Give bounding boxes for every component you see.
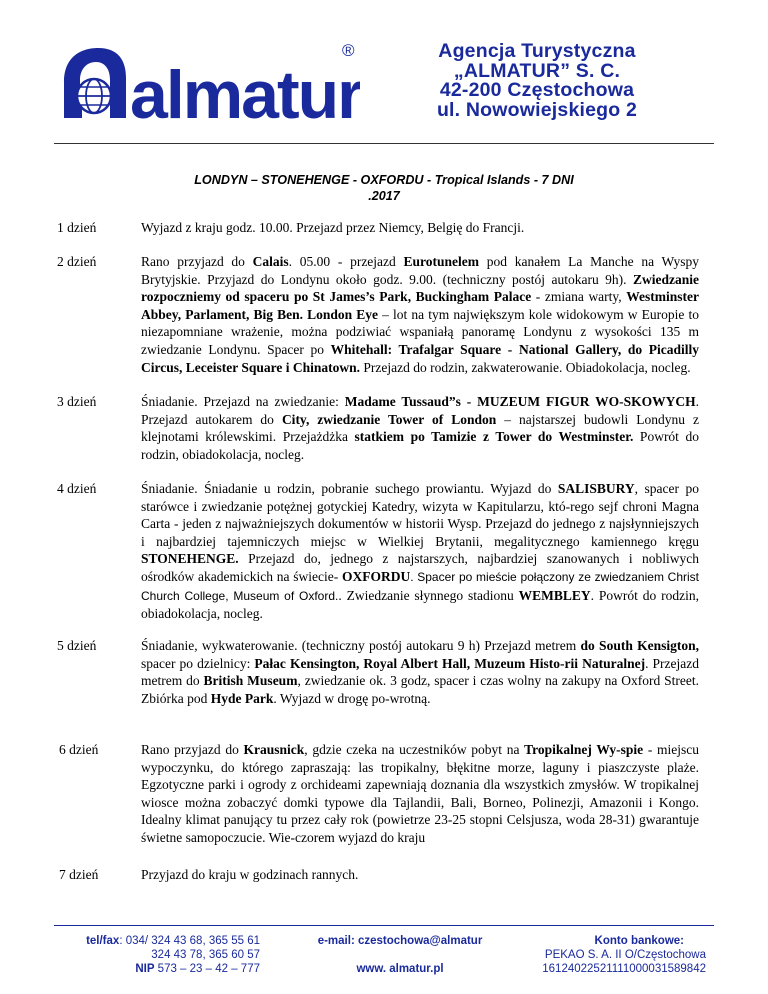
day-1-text: Wyjazd z kraju godz. 10.00. Przejazd przez Niemcy, Belgię do Francji. <box>141 220 525 235</box>
day-label: 1 dzień <box>57 220 97 235</box>
agency-line: 42-200 Częstochowa <box>439 79 635 101</box>
almatur-logo <box>60 34 360 124</box>
day-3-text: Śniadanie. Przejazd na zwiedzanie: Madame Tussaud”s - MUZEUM FIGUR WO-SKOWYCH. Przejazd autokarem do City, zwiedzanie Tower of London – najstarszej budowli Londynu z klejnotami królewskimi. Przejażdżka statkiem po Tamizie z Tower do Westminster. Powrót do rodzin, obiadokolacja, nocleg. <box>141 394 700 462</box>
footer-divider <box>54 925 714 926</box>
svg-text:almatur: almatur <box>130 57 360 124</box>
almatur-logo-graphic <box>60 34 360 124</box>
day-label: 7 dzień <box>59 867 99 882</box>
footer-contact: tel/fax: 034/ 324 43 68, 365 55 61 324 43 78, 365 60 57 NIP 573 – 23 – 42 – 777 <box>86 935 260 975</box>
page-title: LONDYN – STONEHENGE - OXFORDU - Tropical Islands - 7 DNI .2017 <box>194 173 574 203</box>
agency-line: ul. Nowowiejskiego 2 <box>436 98 638 121</box>
day-5-text: Śniadanie, wykwaterowanie. (techniczny postój autokaru 9 h) Przejazd metrem do South Kensigton, spacer po dzielnicy: Pałac Kensington, Royal Albert Hall, Muzeum Histo-rii Naturalnej. Przejazd metrem do British Museum, zwiedzanie ok. 3 godz, spacer i czas wolny na zakupy na Oxford Street. Zbiórka pod Hyde Park. Wyjazd w drogę po-wrotną. <box>141 638 699 706</box>
globe-icon <box>77 79 111 113</box>
svg-text:®: ® <box>342 41 355 60</box>
day-label: 2 dzień <box>57 254 97 269</box>
header-divider <box>54 143 714 144</box>
agency-address <box>392 42 682 120</box>
day-label: 3 dzień <box>57 394 97 409</box>
day-label: 6 dzień <box>59 742 99 757</box>
day-2-text: Rano przyjazd do Calais. 05.00 - przejazd Eurotunelem pod kanałem La Manche na Wyspy Brytyjskie. Przyjazd do Londynu około godz. 9.00. (techniczny postój autokaru 9h). Zwiedzanie rozpoczniemy od spaceru po St James’s Park, Buckingham Palace - zmiana warty, Westminster Abbey, Parlament, Big Ben. London Eye – lot na tym największym kole widokowym w Europie to niezapomniane wrażenie, można podziwiać wspaniałą panoramę Londynu z wysokości 135 m zwiedzanie Londynu. Spacer po Whitehall: Trafalgar Square - National Gallery, do Picadilly Circus, Leceister Square i Chinatown. Przejazd do rodzin, zakwaterowanie. Obiadokolacja, nocleg. <box>141 254 700 375</box>
email-link[interactable]: e-mail: czestochowa@almatur <box>317 935 483 947</box>
website-link[interactable]: www. almatur.pl <box>356 963 444 975</box>
day-label: 4 dzień <box>57 481 97 496</box>
day-4-text: Śniadanie. Śniadanie u rodzin, pobranie suchego prowiantu. Wyjazd do SALISBURY, spacer po starówce i zwiedzanie potężnej gotyckiej Katedry, wizyta w Kapitularzu, któ-rego sejf chroni Magna Carta - jeden z najważniejszych dokumentów w historii Wysp. Przejazd do jednego z najsłynniejszych i najbardziej tajemniczych miejsc w Wielkiej Brytanii, megalitycznego kamiennego kręgu STONEHENGE. Przejazd do, jednego z najstarszych, najbardziej szanowanych i nobliwych ośrodków akademickich na świecie- OXFORDU. Spacer po mieście połączony ze zwiedzaniem Christ Church College, Museum of Oxford.. Zwiedzanie słynnego stadionu WEMBLEY. Powrót do rodzin, obiadokolacja, nocleg. <box>141 481 699 622</box>
footer-online <box>300 934 500 976</box>
agency-line: Agencja Turystyczna <box>438 40 636 62</box>
footer-bank: Konto bankowe: PEKAO S. A. II O/Częstochowa 16124022521111000031589842 <box>542 935 706 975</box>
agency-line: „ALMATUR” S. C. <box>453 59 621 82</box>
day-label: 5 dzień <box>57 638 97 653</box>
day-6-text: Rano przyjazd do Krausnick, gdzie czeka na uczestników pobyt na Tropikalnej Wy-spie - miejscu wypoczynku, do którego zapraszają: las tropikalny, błękitne morze, laguny i piaszczyste plaże. Egzotyczne parki i ogrody z orchideami zapewniają doznania dla wszystkich zmysłów. W tropikalnej wiosce można zobaczyć domki typowe dla Tajlandii, Bali, Borneo, Polinezji, Amazonii i Kongo. Idealny klimat panujący tu przez cały rok (powietrze 23-25 stopni Celsjusza, woda 28-31) gwarantuje świetne samopoczucie. Wie-czorem wyjazd do kraju <box>141 742 699 845</box>
day-7-text: Przyjazd do kraju w godzinach rannych. <box>141 867 359 882</box>
